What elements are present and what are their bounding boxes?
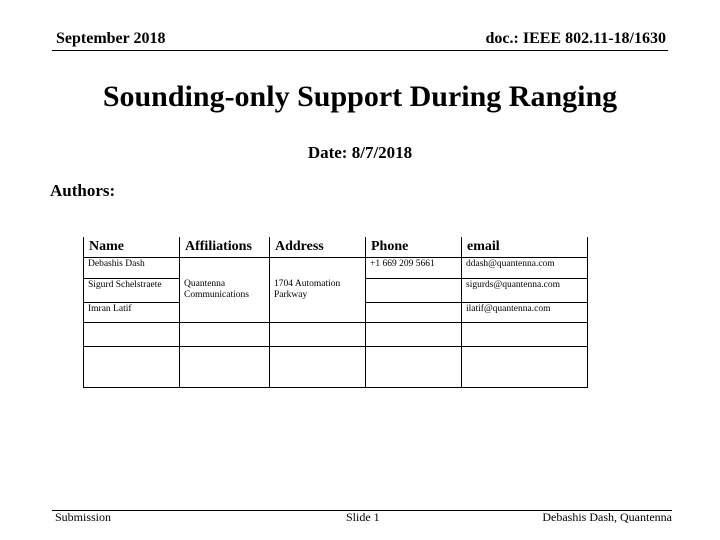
header-name: Name bbox=[84, 237, 180, 258]
cell-email: ilatif@quantenna.com bbox=[462, 303, 588, 323]
cell-phone: +1 669 209 5661 bbox=[366, 258, 462, 279]
cell-email bbox=[462, 346, 588, 387]
header-doc-id: doc.: IEEE 802.11-18/1630 bbox=[485, 30, 666, 47]
cell-address: 1704 Automation Parkway bbox=[270, 278, 366, 303]
header-affiliations: Affiliations bbox=[180, 237, 270, 258]
footer-slide-number: Slide 1 bbox=[346, 510, 380, 524]
slide-title: Sounding-only Support During Ranging bbox=[102, 80, 618, 113]
authors-table bbox=[83, 237, 588, 388]
table-row bbox=[84, 303, 588, 323]
cell-affiliation bbox=[180, 303, 270, 323]
cell-affiliation bbox=[180, 322, 270, 346]
cell-name bbox=[84, 322, 180, 346]
cell-name bbox=[84, 346, 180, 387]
cell-name: Debashis Dash bbox=[84, 258, 180, 279]
footer-author: Debashis Dash, Quantenna bbox=[542, 510, 672, 524]
table-row bbox=[84, 278, 588, 303]
cell-name: Sigurd Schelstraete bbox=[84, 278, 180, 303]
table-row bbox=[84, 346, 588, 387]
table-row bbox=[84, 258, 588, 279]
cell-address bbox=[270, 322, 366, 346]
header-date: September 2018 bbox=[56, 30, 166, 47]
cell-address bbox=[270, 258, 366, 279]
cell-phone bbox=[366, 303, 462, 323]
cell-affiliation bbox=[180, 346, 270, 387]
cell-email bbox=[462, 322, 588, 346]
authors-label: Authors: bbox=[50, 181, 116, 200]
cell-affiliation bbox=[180, 258, 270, 279]
header-email: email bbox=[462, 237, 588, 258]
header-phone: Phone bbox=[366, 237, 462, 258]
header-address: Address bbox=[270, 237, 366, 258]
table-header-row bbox=[84, 237, 588, 258]
cell-name: Imran Latif bbox=[84, 303, 180, 323]
header-rule bbox=[52, 50, 668, 51]
cell-phone bbox=[366, 278, 462, 303]
cell-email: ddash@quantenna.com bbox=[462, 258, 588, 279]
cell-phone bbox=[366, 322, 462, 346]
cell-phone bbox=[366, 346, 462, 387]
cell-email: sigurds@quantenna.com bbox=[462, 278, 588, 303]
slide-date: Date: 8/7/2018 bbox=[307, 143, 413, 162]
cell-address bbox=[270, 303, 366, 323]
footer-submission: Submission bbox=[55, 510, 112, 524]
cell-affiliation: Quantenna Communications bbox=[180, 278, 270, 303]
table-row bbox=[84, 322, 588, 346]
cell-address bbox=[270, 346, 366, 387]
